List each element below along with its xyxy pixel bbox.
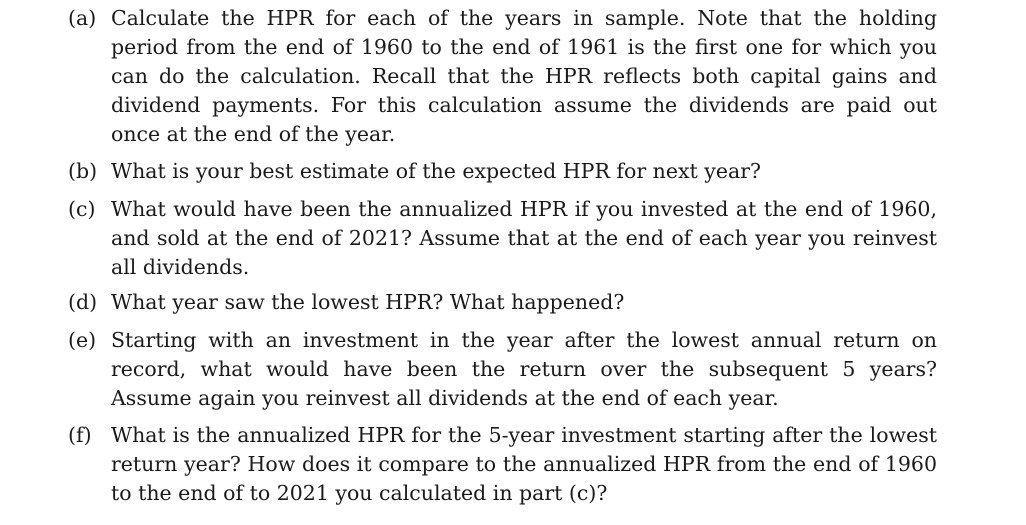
question-label: (a): [68, 6, 97, 30]
question-label: (b): [68, 159, 98, 183]
question-label: (e): [68, 328, 97, 352]
question-text: Starting with an investment in the year after the lowest annual return on record, what would have been the return over the subsequent 5 years? Assume again you reinvest all dividends at the end of each year.: [111, 328, 937, 410]
question-text: What year saw the lowest HPR? What happened?: [111, 290, 625, 314]
question-text: What is the annualized HPR for the 5-year investment starting after the lowest return year? How does it compare to the annualized HPR from the end of 1960 to the end of to 2021 you calculated in part (c)?: [111, 423, 937, 505]
question-text: What is your best estimate of the expected HPR for next year?: [111, 159, 762, 183]
question-label: (c): [68, 197, 96, 221]
question-label: (d): [68, 290, 98, 314]
question-text: What would have been the annualized HPR if you invested at the end of 1960, and sold at the end of 2021? Assume that at the end of each year you reinvest all dividends.: [111, 197, 937, 279]
question-text: Calculate the HPR for each of the years in sample. Note that the holding period from the end of 1960 to the end of 1961 is the first one for which you can do the calculation. Recall that the HPR reflects both capital gains and dividend payments. For this calculation assume the dividends are paid out once at the end of the year.: [111, 6, 937, 146]
question-label: (f): [68, 423, 92, 447]
